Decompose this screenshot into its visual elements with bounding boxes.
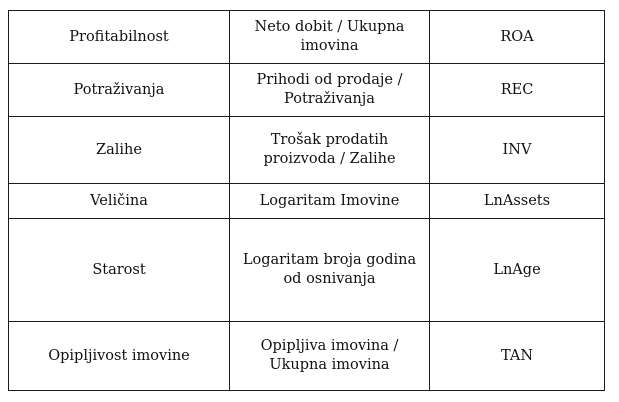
code-cell: TAN [430, 322, 605, 391]
table-row [9, 184, 605, 219]
formula-line: Neto dobit / Ukupna [254, 19, 405, 35]
table-row [9, 11, 605, 64]
code-cell: LnAge [430, 219, 605, 322]
table-row [9, 219, 605, 322]
formula-line: imovina [300, 38, 359, 54]
formula-line: proizvoda / Zalihe [263, 151, 396, 167]
formula-line: Logaritam broja godina [242, 252, 417, 268]
category-cell: Veličina [9, 184, 230, 219]
code-cell: LnAssets [430, 184, 605, 219]
formula-line: Ukupna imovina [269, 357, 390, 373]
variables-table [8, 10, 605, 391]
formula-cell [230, 184, 430, 219]
formula-cell [230, 322, 430, 391]
category-cell: Starost [9, 219, 230, 322]
category-cell: Zalihe [9, 117, 230, 184]
table-row [9, 117, 605, 184]
formula-line: Logaritam Imovine [259, 192, 400, 209]
category-cell: Potraživanja [9, 64, 230, 117]
formula-cell [230, 64, 430, 117]
formula-line: Prihodi od prodaje / [256, 72, 403, 88]
code-cell: ROA [430, 11, 605, 64]
formula-cell [230, 11, 430, 64]
formula-line: Trošak prodatih [270, 132, 389, 148]
category-cell: Opipljivost imovine [9, 322, 230, 391]
category-cell: Profitabilnost [9, 11, 230, 64]
code-cell: INV [430, 117, 605, 184]
formula-line: Opipljiva imovina / [260, 338, 399, 354]
formula-line: od osnivanja [283, 271, 376, 287]
formula-cell [230, 117, 430, 184]
table-row [9, 64, 605, 117]
formula-line: Potraživanja [284, 91, 375, 107]
table-row [9, 322, 605, 391]
code-cell: REC [430, 64, 605, 117]
formula-cell [230, 219, 430, 322]
